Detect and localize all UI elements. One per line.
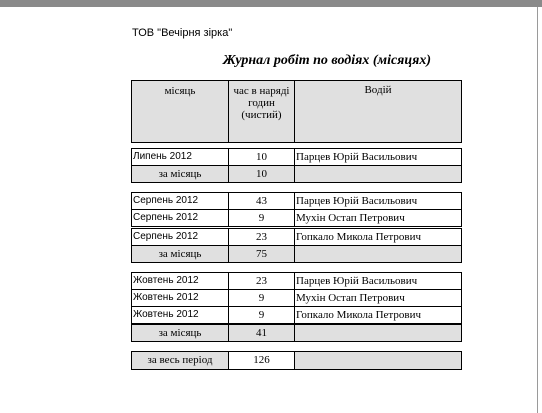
table-row-hours: 9 <box>228 209 295 227</box>
subtotal-blank <box>294 165 462 183</box>
table-row-hours: 43 <box>228 192 295 210</box>
report-title: Журнал робіт по водіях (місяцях) <box>222 53 432 68</box>
subtotal-blank <box>294 245 462 263</box>
column-header-driver: Водій <box>294 80 462 143</box>
table-row-month: Жовтень 2012 <box>131 289 229 307</box>
table-row-month: Жовтень 2012 <box>131 272 229 290</box>
table-row-driver: Гопкало Микола Петрович <box>294 228 462 246</box>
table-row-hours: 23 <box>228 272 295 290</box>
table-row-driver: Парцев Юрій Васильович <box>294 148 462 166</box>
total-label: за весь період <box>131 351 229 370</box>
company-name: ТОВ "Вечірня зірка" <box>132 27 233 39</box>
subtotal-label: за місяць <box>131 165 229 183</box>
column-header-month: місяць <box>131 80 229 143</box>
window-top-bar <box>0 0 542 7</box>
total-blank <box>294 351 462 370</box>
table-row-hours: 23 <box>228 228 295 246</box>
table-row-month: Липень 2012 <box>131 148 229 166</box>
table-row-hours: 9 <box>228 306 295 324</box>
table-row-driver: Мухін Остап Петрович <box>294 289 462 307</box>
column-header-hours: час в наряді годин (чистий) <box>228 80 295 143</box>
table-row-month: Серпень 2012 <box>131 209 229 227</box>
table-row-month: Жовтень 2012 <box>131 306 229 324</box>
table-row-hours: 10 <box>228 148 295 166</box>
table-row-hours: 9 <box>228 289 295 307</box>
subtotal-blank <box>294 324 462 342</box>
subtotal-label: за місяць <box>131 324 229 342</box>
table-row-driver: Гопкало Микола Петрович <box>294 306 462 324</box>
table-row-month: Серпень 2012 <box>131 192 229 210</box>
subtotal-value: 41 <box>228 324 295 342</box>
table-row-driver: Парцев Юрій Васильович <box>294 192 462 210</box>
subtotal-value: 75 <box>228 245 295 263</box>
table-row-month: Серпень 2012 <box>131 228 229 246</box>
table-row-driver: Мухін Остап Петрович <box>294 209 462 227</box>
page-right-edge <box>537 7 538 413</box>
total-value: 126 <box>228 351 295 370</box>
subtotal-value: 10 <box>228 165 295 183</box>
subtotal-label: за місяць <box>131 245 229 263</box>
table-row-driver: Парцев Юрій Васильович <box>294 272 462 290</box>
